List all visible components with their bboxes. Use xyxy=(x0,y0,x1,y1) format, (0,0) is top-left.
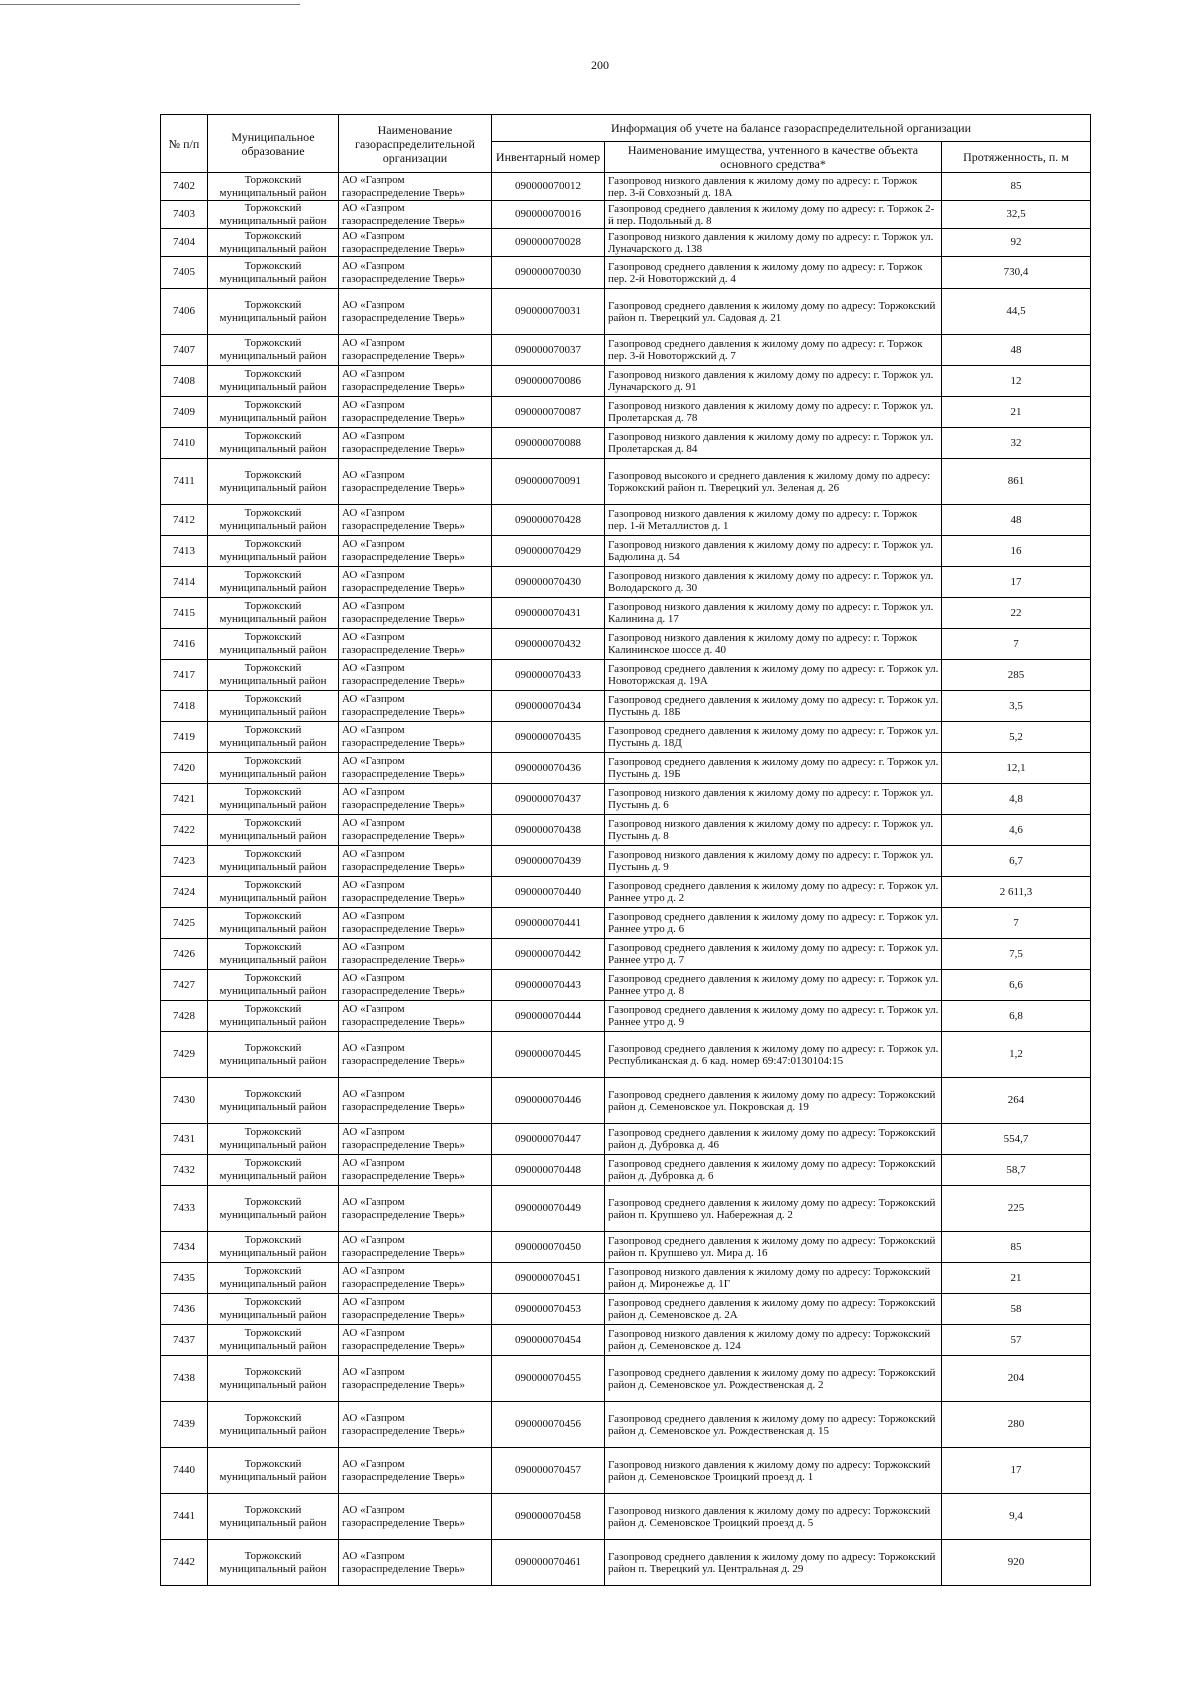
municipality-cell: Торжокский муниципальный район xyxy=(208,784,339,815)
organization-cell: АО «Газпром газораспределение Тверь» xyxy=(339,1325,492,1356)
inventory-number-cell: 090000070436 xyxy=(492,753,605,784)
length-cell: 85 xyxy=(942,1232,1091,1263)
organization-cell: АО «Газпром газораспределение Тверь» xyxy=(339,753,492,784)
organization-cell: АО «Газпром газораспределение Тверь» xyxy=(339,567,492,598)
length-cell: 21 xyxy=(942,397,1091,428)
organization-cell: АО «Газпром газораспределение Тверь» xyxy=(339,1155,492,1186)
table-row xyxy=(161,1032,1091,1078)
header-property-name: Наименование имущества, учтенного в качестве объекта основного средства* xyxy=(605,142,942,173)
inventory-number-cell: 090000070431 xyxy=(492,598,605,629)
header-length: Протяженность, п. м xyxy=(942,142,1091,173)
organization-cell: АО «Газпром газораспределение Тверь» xyxy=(339,908,492,939)
header-municipality: Муниципальное образование xyxy=(208,115,339,173)
municipality-cell: Торжокский муниципальный район xyxy=(208,753,339,784)
length-cell: 32 xyxy=(942,428,1091,459)
length-cell: 554,7 xyxy=(942,1124,1091,1155)
property-description-cell: Газопровод низкого давления к жилому дому по адресу: Торжокский район д. Миронежье д. 1Г xyxy=(605,1263,942,1294)
municipality-cell: Торжокский муниципальный район xyxy=(208,257,339,289)
length-cell: 58,7 xyxy=(942,1155,1091,1186)
table-row xyxy=(161,1155,1091,1186)
row-number: 7419 xyxy=(161,722,208,753)
row-number: 7415 xyxy=(161,598,208,629)
inventory-number-cell: 090000070442 xyxy=(492,939,605,970)
property-description-cell: Газопровод низкого давления к жилому дому по адресу: г. Торжок ул. Луначарского д. 91 xyxy=(605,366,942,397)
row-number: 7438 xyxy=(161,1356,208,1402)
inventory-number-cell: 090000070457 xyxy=(492,1448,605,1494)
organization-cell: АО «Газпром газораспределение Тверь» xyxy=(339,1124,492,1155)
length-cell: 58 xyxy=(942,1294,1091,1325)
organization-cell: АО «Газпром газораспределение Тверь» xyxy=(339,1078,492,1124)
property-description-cell: Газопровод низкого давления к жилому дому по адресу: г. Торжок Калининское шоссе д. 40 xyxy=(605,629,942,660)
inventory-number-cell: 090000070448 xyxy=(492,1155,605,1186)
table-row xyxy=(161,459,1091,505)
municipality-cell: Торжокский муниципальный район xyxy=(208,722,339,753)
property-description-cell: Газопровод среднего давления к жилому дому по адресу: г. Торжок ул. Республиканская д. 6 кад. номер 69:47:0130104:15 xyxy=(605,1032,942,1078)
table-row xyxy=(161,366,1091,397)
inventory-number-cell: 090000070434 xyxy=(492,691,605,722)
property-description-cell: Газопровод низкого давления к жилому дому по адресу: г. Торжок ул. Пролетарская д. 78 xyxy=(605,397,942,428)
property-description-cell: Газопровод среднего давления к жилому дому по адресу: Торжокский район п. Тверецкий ул. Садовая д. 21 xyxy=(605,289,942,335)
table-row xyxy=(161,1001,1091,1032)
property-description-cell: Газопровод среднего давления к жилому дому по адресу: г. Торжок пер. 3-й Новоторжский д. 7 xyxy=(605,335,942,366)
inventory-number-cell: 090000070458 xyxy=(492,1494,605,1540)
organization-cell: АО «Газпром газораспределение Тверь» xyxy=(339,691,492,722)
inventory-number-cell: 090000070428 xyxy=(492,505,605,536)
property-description-cell: Газопровод низкого давления к жилому дому по адресу: г. Торжок ул. Калинина д. 17 xyxy=(605,598,942,629)
organization-cell: АО «Газпром газораспределение Тверь» xyxy=(339,1494,492,1540)
organization-cell: АО «Газпром газораспределение Тверь» xyxy=(339,173,492,201)
row-number: 7428 xyxy=(161,1001,208,1032)
property-description-cell: Газопровод среднего давления к жилому дому по адресу: Торжокский район п. Тверецкий ул. Центральная д. 29 xyxy=(605,1540,942,1586)
table-row xyxy=(161,1402,1091,1448)
length-cell: 17 xyxy=(942,567,1091,598)
property-description-cell: Газопровод низкого давления к жилому дому по адресу: г. Торжок ул. Пустынь д. 6 xyxy=(605,784,942,815)
table-row xyxy=(161,173,1091,201)
municipality-cell: Торжокский муниципальный район xyxy=(208,1186,339,1232)
table-row xyxy=(161,691,1091,722)
row-number: 7441 xyxy=(161,1494,208,1540)
inventory-number-cell: 090000070031 xyxy=(492,289,605,335)
row-number: 7405 xyxy=(161,257,208,289)
organization-cell: АО «Газпром газораспределение Тверь» xyxy=(339,970,492,1001)
row-number: 7432 xyxy=(161,1155,208,1186)
row-number: 7412 xyxy=(161,505,208,536)
property-description-cell: Газопровод низкого давления к жилому дому по адресу: г. Торжок пер. 3-й Совхозный д. 18А xyxy=(605,173,942,201)
length-cell: 264 xyxy=(942,1078,1091,1124)
table-row xyxy=(161,846,1091,877)
organization-cell: АО «Газпром газораспределение Тверь» xyxy=(339,1186,492,1232)
municipality-cell: Торжокский муниципальный район xyxy=(208,1540,339,1586)
municipality-cell: Торжокский муниципальный район xyxy=(208,1124,339,1155)
row-number: 7410 xyxy=(161,428,208,459)
property-description-cell: Газопровод среднего давления к жилому дому по адресу: Торжокский район д. Семеновское ул. Рождественская д. 2 xyxy=(605,1356,942,1402)
length-cell: 17 xyxy=(942,1448,1091,1494)
property-description-cell: Газопровод низкого давления к жилому дому по адресу: г. Торжок ул. Пролетарская д. 84 xyxy=(605,428,942,459)
organization-cell: АО «Газпром газораспределение Тверь» xyxy=(339,846,492,877)
length-cell: 7,5 xyxy=(942,939,1091,970)
property-description-cell: Газопровод среднего давления к жилому дому по адресу: г. Торжок ул. Раннее утро д. 2 xyxy=(605,877,942,908)
table-row xyxy=(161,598,1091,629)
property-description-cell: Газопровод среднего давления к жилому дому по адресу: Торжокский район д. Дубровка д. 46 xyxy=(605,1124,942,1155)
length-cell: 6,6 xyxy=(942,970,1091,1001)
organization-cell: АО «Газпром газораспределение Тверь» xyxy=(339,1448,492,1494)
inventory-number-cell: 090000070451 xyxy=(492,1263,605,1294)
municipality-cell: Торжокский муниципальный район xyxy=(208,459,339,505)
row-number: 7425 xyxy=(161,908,208,939)
row-number: 7402 xyxy=(161,173,208,201)
scan-top-rule xyxy=(0,4,300,5)
property-description-cell: Газопровод среднего давления к жилому дому по адресу: г. Торжок ул. Раннее утро д. 6 xyxy=(605,908,942,939)
row-number: 7429 xyxy=(161,1032,208,1078)
property-description-cell: Газопровод среднего давления к жилому дому по адресу: г. Торжок пер. 2-й Новоторжский д. 4 xyxy=(605,257,942,289)
property-description-cell: Газопровод низкого давления к жилому дому по адресу: г. Торжок ул. Луначарского д. 138 xyxy=(605,229,942,257)
organization-cell: АО «Газпром газораспределение Тверь» xyxy=(339,722,492,753)
inventory-number-cell: 090000070437 xyxy=(492,784,605,815)
municipality-cell: Торжокский муниципальный район xyxy=(208,289,339,335)
organization-cell: АО «Газпром газораспределение Тверь» xyxy=(339,201,492,229)
row-number: 7420 xyxy=(161,753,208,784)
table-row xyxy=(161,229,1091,257)
table-row xyxy=(161,1124,1091,1155)
table-row xyxy=(161,1448,1091,1494)
row-number: 7408 xyxy=(161,366,208,397)
organization-cell: АО «Газпром газораспределение Тверь» xyxy=(339,629,492,660)
inventory-number-cell: 090000070453 xyxy=(492,1294,605,1325)
row-number: 7404 xyxy=(161,229,208,257)
municipality-cell: Торжокский муниципальный район xyxy=(208,1155,339,1186)
property-description-cell: Газопровод низкого давления к жилому дому по адресу: Торжокский район д. Семеновское Троицкий проезд д. 1 xyxy=(605,1448,942,1494)
municipality-cell: Торжокский муниципальный район xyxy=(208,598,339,629)
municipality-cell: Торжокский муниципальный район xyxy=(208,428,339,459)
table-row xyxy=(161,970,1091,1001)
municipality-cell: Торжокский муниципальный район xyxy=(208,1294,339,1325)
table-row xyxy=(161,1263,1091,1294)
organization-cell: АО «Газпром газораспределение Тверь» xyxy=(339,1294,492,1325)
table-row xyxy=(161,1186,1091,1232)
property-description-cell: Газопровод низкого давления к жилому дому по адресу: г. Торжок ул. Пустынь д. 9 xyxy=(605,846,942,877)
property-description-cell: Газопровод среднего давления к жилому дому по адресу: Торжокский район д. Семеновское д. 2А xyxy=(605,1294,942,1325)
property-description-cell: Газопровод среднего давления к жилому дому по адресу: г. Торжок ул. Раннее утро д. 7 xyxy=(605,939,942,970)
organization-cell: АО «Газпром газораспределение Тверь» xyxy=(339,660,492,691)
inventory-number-cell: 090000070429 xyxy=(492,536,605,567)
length-cell: 85 xyxy=(942,173,1091,201)
row-number: 7413 xyxy=(161,536,208,567)
organization-cell: АО «Газпром газораспределение Тверь» xyxy=(339,428,492,459)
row-number: 7430 xyxy=(161,1078,208,1124)
row-number: 7421 xyxy=(161,784,208,815)
length-cell: 22 xyxy=(942,598,1091,629)
municipality-cell: Торжокский муниципальный район xyxy=(208,1001,339,1032)
organization-cell: АО «Газпром газораспределение Тверь» xyxy=(339,598,492,629)
property-description-cell: Газопровод высокого и среднего давления к жилому дому по адресу: Торжокский район п. Тверецкий ул. Зеленая д. 26 xyxy=(605,459,942,505)
organization-cell: АО «Газпром газораспределение Тверь» xyxy=(339,1540,492,1586)
table-body xyxy=(161,173,1091,1586)
property-description-cell: Газопровод среднего давления к жилому дому по адресу: г. Торжок ул. Раннее утро д. 9 xyxy=(605,1001,942,1032)
municipality-cell: Торжокский муниципальный район xyxy=(208,229,339,257)
municipality-cell: Торжокский муниципальный район xyxy=(208,1078,339,1124)
row-number: 7431 xyxy=(161,1124,208,1155)
table-row xyxy=(161,877,1091,908)
municipality-cell: Торжокский муниципальный район xyxy=(208,1263,339,1294)
property-description-cell: Газопровод среднего давления к жилому дому по адресу: г. Торжок ул. Новоторжская д. 19А xyxy=(605,660,942,691)
organization-cell: АО «Газпром газораспределение Тверь» xyxy=(339,815,492,846)
organization-cell: АО «Газпром газораспределение Тверь» xyxy=(339,1356,492,1402)
municipality-cell: Торжокский муниципальный район xyxy=(208,1448,339,1494)
length-cell: 12,1 xyxy=(942,753,1091,784)
row-number: 7434 xyxy=(161,1232,208,1263)
organization-cell: АО «Газпром газораспределение Тверь» xyxy=(339,257,492,289)
page-number: 200 xyxy=(591,58,609,72)
organization-cell: АО «Газпром газораспределение Тверь» xyxy=(339,289,492,335)
length-cell: 861 xyxy=(942,459,1091,505)
length-cell: 4,6 xyxy=(942,815,1091,846)
municipality-cell: Торжокский муниципальный район xyxy=(208,970,339,1001)
row-number: 7409 xyxy=(161,397,208,428)
length-cell: 225 xyxy=(942,1186,1091,1232)
property-description-cell: Газопровод среднего давления к жилому дому по адресу: Торжокский район п. Крупшево ул. Набережная д. 2 xyxy=(605,1186,942,1232)
municipality-cell: Торжокский муниципальный район xyxy=(208,1402,339,1448)
row-number: 7423 xyxy=(161,846,208,877)
length-cell: 6,8 xyxy=(942,1001,1091,1032)
inventory-number-cell: 090000070446 xyxy=(492,1078,605,1124)
length-cell: 3,5 xyxy=(942,691,1091,722)
municipality-cell: Торжокский муниципальный район xyxy=(208,397,339,428)
table-row xyxy=(161,629,1091,660)
row-number: 7440 xyxy=(161,1448,208,1494)
property-description-cell: Газопровод низкого давления к жилому дому по адресу: г. Торжок ул. Пустынь д. 8 xyxy=(605,815,942,846)
property-register-table xyxy=(160,114,1091,1586)
inventory-number-cell: 090000070445 xyxy=(492,1032,605,1078)
municipality-cell: Торжокский муниципальный район xyxy=(208,660,339,691)
inventory-number-cell: 090000070449 xyxy=(492,1186,605,1232)
municipality-cell: Торжокский муниципальный район xyxy=(208,1356,339,1402)
municipality-cell: Торжокский муниципальный район xyxy=(208,1325,339,1356)
inventory-number-cell: 090000070435 xyxy=(492,722,605,753)
length-cell: 280 xyxy=(942,1402,1091,1448)
row-number: 7426 xyxy=(161,939,208,970)
organization-cell: АО «Газпром газораспределение Тверь» xyxy=(339,784,492,815)
inventory-number-cell: 090000070439 xyxy=(492,846,605,877)
property-description-cell: Газопровод низкого давления к жилому дому по адресу: г. Торжок пер. 1-й Металлистов д. 1 xyxy=(605,505,942,536)
inventory-number-cell: 090000070455 xyxy=(492,1356,605,1402)
municipality-cell: Торжокский муниципальный район xyxy=(208,691,339,722)
table-row xyxy=(161,428,1091,459)
organization-cell: АО «Газпром газораспределение Тверь» xyxy=(339,877,492,908)
organization-cell: АО «Газпром газораспределение Тверь» xyxy=(339,459,492,505)
municipality-cell: Торжокский муниципальный район xyxy=(208,505,339,536)
table-row xyxy=(161,660,1091,691)
length-cell: 730,4 xyxy=(942,257,1091,289)
property-description-cell: Газопровод низкого давления к жилому дому по адресу: Торжокский район д. Семеновское Троицкий проезд д. 5 xyxy=(605,1494,942,1540)
inventory-number-cell: 090000070456 xyxy=(492,1402,605,1448)
table-row xyxy=(161,1232,1091,1263)
table-row xyxy=(161,335,1091,366)
table-row xyxy=(161,1078,1091,1124)
organization-cell: АО «Газпром газораспределение Тверь» xyxy=(339,397,492,428)
table-row xyxy=(161,753,1091,784)
row-number: 7416 xyxy=(161,629,208,660)
length-cell: 44,5 xyxy=(942,289,1091,335)
row-number: 7403 xyxy=(161,201,208,229)
inventory-number-cell: 090000070016 xyxy=(492,201,605,229)
length-cell: 2 611,3 xyxy=(942,877,1091,908)
length-cell: 57 xyxy=(942,1325,1091,1356)
table-row xyxy=(161,908,1091,939)
inventory-number-cell: 090000070037 xyxy=(492,335,605,366)
municipality-cell: Торжокский муниципальный район xyxy=(208,877,339,908)
municipality-cell: Торжокский муниципальный район xyxy=(208,201,339,229)
property-description-cell: Газопровод среднего давления к жилому дому по адресу: Торжокский район д. Семеновское ул. Покровская д. 19 xyxy=(605,1078,942,1124)
row-number: 7417 xyxy=(161,660,208,691)
municipality-cell: Торжокский муниципальный район xyxy=(208,335,339,366)
table-row xyxy=(161,939,1091,970)
inventory-number-cell: 090000070444 xyxy=(492,1001,605,1032)
property-description-cell: Газопровод низкого давления к жилому дому по адресу: г. Торжок ул. Володарского д. 30 xyxy=(605,567,942,598)
length-cell: 16 xyxy=(942,536,1091,567)
row-number: 7422 xyxy=(161,815,208,846)
length-cell: 6,7 xyxy=(942,846,1091,877)
row-number: 7418 xyxy=(161,691,208,722)
table-row xyxy=(161,1356,1091,1402)
row-number: 7439 xyxy=(161,1402,208,1448)
organization-cell: АО «Газпром газораспределение Тверь» xyxy=(339,939,492,970)
row-number: 7414 xyxy=(161,567,208,598)
inventory-number-cell: 090000070447 xyxy=(492,1124,605,1155)
length-cell: 12 xyxy=(942,366,1091,397)
length-cell: 48 xyxy=(942,505,1091,536)
property-description-cell: Газопровод среднего давления к жилому дому по адресу: Торжокский район д. Семеновское ул. Рождественская д. 15 xyxy=(605,1402,942,1448)
organization-cell: АО «Газпром газораспределение Тверь» xyxy=(339,1263,492,1294)
header-row-number: № п/п xyxy=(161,115,208,173)
property-description-cell: Газопровод среднего давления к жилому дому по адресу: г. Торжок ул. Раннее утро д. 8 xyxy=(605,970,942,1001)
organization-cell: АО «Газпром газораспределение Тверь» xyxy=(339,366,492,397)
table-row xyxy=(161,567,1091,598)
length-cell: 32,5 xyxy=(942,201,1091,229)
header-inventory-number: Инвентарный номер xyxy=(492,142,605,173)
row-number: 7437 xyxy=(161,1325,208,1356)
row-number: 7424 xyxy=(161,877,208,908)
row-number: 7427 xyxy=(161,970,208,1001)
organization-cell: АО «Газпром газораспределение Тверь» xyxy=(339,1001,492,1032)
municipality-cell: Торжокский муниципальный район xyxy=(208,908,339,939)
header-balance-info: Информация об учете на балансе газораспределительной организации xyxy=(492,115,1091,142)
property-description-cell: Газопровод среднего давления к жилому дому по адресу: г. Торжок ул. Пустынь д. 18Б xyxy=(605,691,942,722)
length-cell: 285 xyxy=(942,660,1091,691)
row-number: 7435 xyxy=(161,1263,208,1294)
municipality-cell: Торжокский муниципальный район xyxy=(208,1232,339,1263)
table-row xyxy=(161,815,1091,846)
table-row xyxy=(161,257,1091,289)
inventory-number-cell: 090000070461 xyxy=(492,1540,605,1586)
inventory-number-cell: 090000070088 xyxy=(492,428,605,459)
header-organization: Наименование газораспределительной организации xyxy=(339,115,492,173)
property-description-cell: Газопровод среднего давления к жилому дому по адресу: Торжокский район д. Дубровка д. 6 xyxy=(605,1155,942,1186)
length-cell: 1,2 xyxy=(942,1032,1091,1078)
table-row xyxy=(161,1294,1091,1325)
property-description-cell: Газопровод среднего давления к жилому дому по адресу: Торжокский район п. Крупшево ул. Мира д. 16 xyxy=(605,1232,942,1263)
property-description-cell: Газопровод среднего давления к жилому дому по адресу: г. Торжок 2-й пер. Подольный д. 8 xyxy=(605,201,942,229)
row-number: 7411 xyxy=(161,459,208,505)
inventory-number-cell: 090000070432 xyxy=(492,629,605,660)
table-row xyxy=(161,505,1091,536)
inventory-number-cell: 090000070454 xyxy=(492,1325,605,1356)
length-cell: 48 xyxy=(942,335,1091,366)
municipality-cell: Торжокский муниципальный район xyxy=(208,366,339,397)
municipality-cell: Торжокский муниципальный район xyxy=(208,629,339,660)
length-cell: 92 xyxy=(942,229,1091,257)
inventory-number-cell: 090000070438 xyxy=(492,815,605,846)
organization-cell: АО «Газпром газораспределение Тверь» xyxy=(339,505,492,536)
row-number: 7406 xyxy=(161,289,208,335)
inventory-number-cell: 090000070028 xyxy=(492,229,605,257)
length-cell: 920 xyxy=(942,1540,1091,1586)
row-number: 7433 xyxy=(161,1186,208,1232)
inventory-number-cell: 090000070430 xyxy=(492,567,605,598)
table-row xyxy=(161,1494,1091,1540)
inventory-number-cell: 090000070441 xyxy=(492,908,605,939)
municipality-cell: Торжокский муниципальный район xyxy=(208,173,339,201)
row-number: 7407 xyxy=(161,335,208,366)
property-description-cell: Газопровод среднего давления к жилому дому по адресу: г. Торжок ул. Пустынь д. 19Б xyxy=(605,753,942,784)
organization-cell: АО «Газпром газораспределение Тверь» xyxy=(339,536,492,567)
inventory-number-cell: 090000070433 xyxy=(492,660,605,691)
table-row xyxy=(161,722,1091,753)
row-number: 7436 xyxy=(161,1294,208,1325)
inventory-number-cell: 090000070440 xyxy=(492,877,605,908)
table-row xyxy=(161,784,1091,815)
table-row xyxy=(161,1540,1091,1586)
property-description-cell: Газопровод низкого давления к жилому дому по адресу: г. Торжок ул. Бадюлина д. 54 xyxy=(605,536,942,567)
municipality-cell: Торжокский муниципальный район xyxy=(208,815,339,846)
property-description-cell: Газопровод среднего давления к жилому дому по адресу: г. Торжок ул. Пустынь д. 18Д xyxy=(605,722,942,753)
length-cell: 21 xyxy=(942,1263,1091,1294)
length-cell: 9,4 xyxy=(942,1494,1091,1540)
inventory-number-cell: 090000070086 xyxy=(492,366,605,397)
table-row xyxy=(161,1325,1091,1356)
organization-cell: АО «Газпром газораспределение Тверь» xyxy=(339,229,492,257)
table-row xyxy=(161,289,1091,335)
length-cell: 7 xyxy=(942,629,1091,660)
municipality-cell: Торжокский муниципальный район xyxy=(208,1032,339,1078)
length-cell: 7 xyxy=(942,908,1091,939)
table-row xyxy=(161,536,1091,567)
municipality-cell: Торжокский муниципальный район xyxy=(208,939,339,970)
inventory-number-cell: 090000070450 xyxy=(492,1232,605,1263)
table-row xyxy=(161,201,1091,229)
length-cell: 4,8 xyxy=(942,784,1091,815)
length-cell: 5,2 xyxy=(942,722,1091,753)
organization-cell: АО «Газпром газораспределение Тверь» xyxy=(339,335,492,366)
municipality-cell: Торжокский муниципальный район xyxy=(208,536,339,567)
inventory-number-cell: 090000070087 xyxy=(492,397,605,428)
municipality-cell: Торжокский муниципальный район xyxy=(208,846,339,877)
inventory-number-cell: 090000070443 xyxy=(492,970,605,1001)
municipality-cell: Торжокский муниципальный район xyxy=(208,1494,339,1540)
organization-cell: АО «Газпром газораспределение Тверь» xyxy=(339,1032,492,1078)
municipality-cell: Торжокский муниципальный район xyxy=(208,567,339,598)
organization-cell: АО «Газпром газораспределение Тверь» xyxy=(339,1402,492,1448)
table-row xyxy=(161,397,1091,428)
row-number: 7442 xyxy=(161,1540,208,1586)
inventory-number-cell: 090000070012 xyxy=(492,173,605,201)
inventory-number-cell: 090000070091 xyxy=(492,459,605,505)
organization-cell: АО «Газпром газораспределение Тверь» xyxy=(339,1232,492,1263)
property-description-cell: Газопровод низкого давления к жилому дому по адресу: Торжокский район д. Семеновское д. 124 xyxy=(605,1325,942,1356)
length-cell: 204 xyxy=(942,1356,1091,1402)
inventory-number-cell: 090000070030 xyxy=(492,257,605,289)
